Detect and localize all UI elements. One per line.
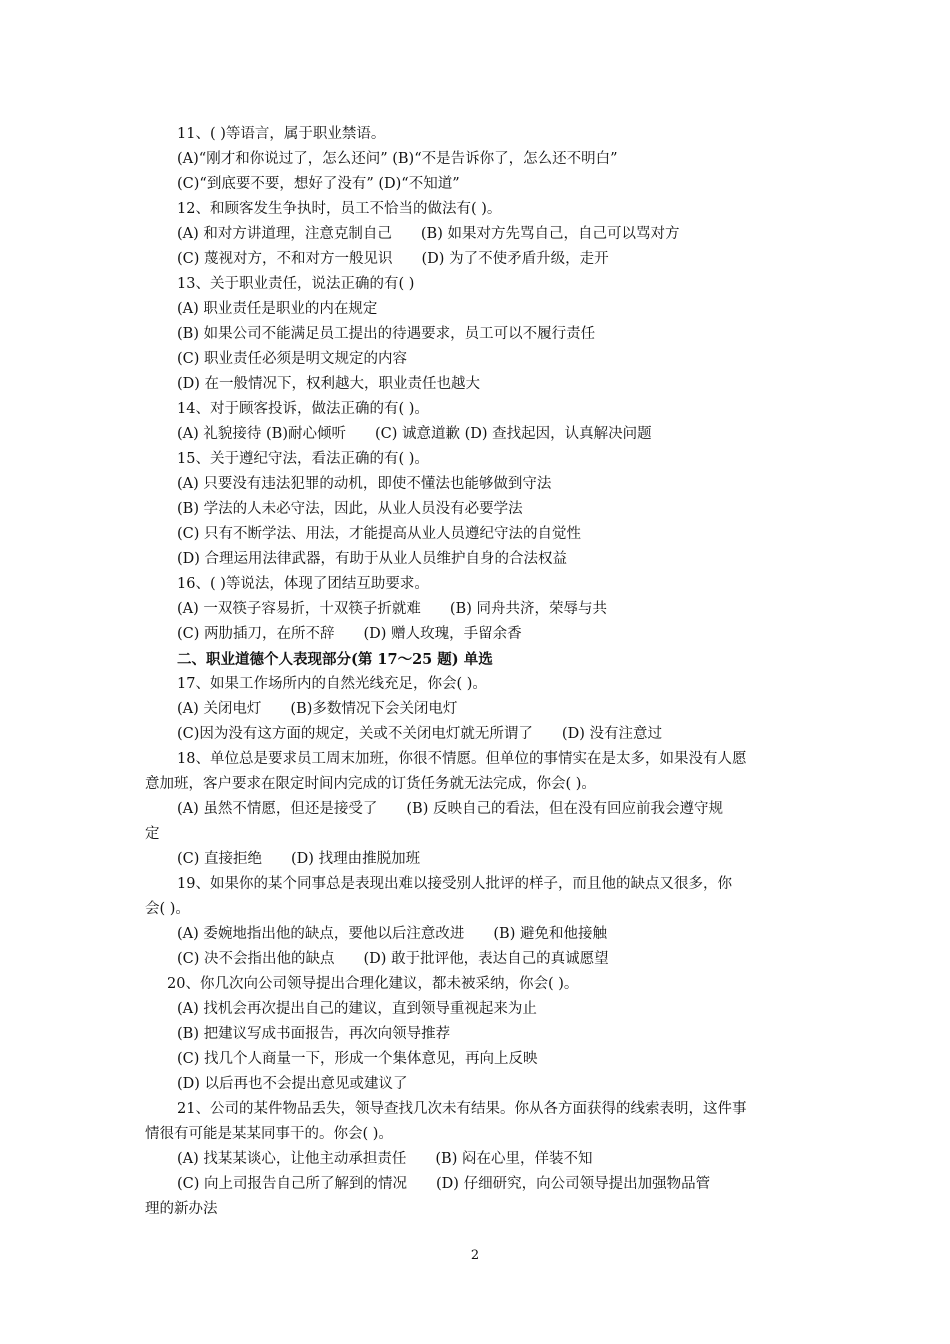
text-line: (C) 职业责任必须是明文规定的内容	[177, 351, 408, 367]
text-line: (C)因为没有这方面的规定，关或不关闭电灯就无所谓了 (D) 没有注意过	[177, 726, 662, 742]
text-line: (C)“到底要不要，想好了没有” (D)“不知道”	[177, 176, 460, 192]
text-line: (D) 以后再也不会提出意见或建议了	[177, 1076, 408, 1092]
text-line: (A) 找机会再次提出自己的建议，直到领导重视起来为止	[177, 1001, 537, 1017]
text-line: 21、公司的某件物品丢失，领导查找几次未有结果。你从各方面获得的线索表明，这件事	[177, 1101, 747, 1117]
text-line: 理的新办法	[145, 1201, 218, 1217]
text-line: (A) 礼貌接待 (B)耐心倾听 (C) 诚意道歉 (D) 查找起因，认真解决问题	[177, 426, 652, 442]
text-line: 12、和顾客发生争执时，员工不恰当的做法有( )。	[177, 201, 502, 217]
text-line: 14、对于顾客投诉，做法正确的有( )。	[177, 401, 429, 417]
text-line: 11、( )等语言，属于职业禁语。	[177, 126, 386, 142]
text-line: (A)“刚才和你说过了，怎么还问” (B)“不是告诉你了，怎么还不明白”	[177, 151, 618, 167]
text-line: 会( )。	[145, 901, 190, 917]
page-number: 2	[470, 1248, 480, 1263]
text-line: 意加班，客户要求在限定时间内完成的订货任务就无法完成，你会( )。	[145, 776, 596, 792]
section-heading: 二、职业道德个人表现部分(第 17～25 题) 单选	[177, 651, 493, 668]
text-line: (C) 两肋插刀，在所不辞 (D) 赠人玫瑰，手留余香	[177, 626, 522, 642]
text-line: (A) 委婉地指出他的缺点，要他以后注意改进 (B) 避免和他接触	[177, 926, 607, 942]
text-line: (C) 向上司报告自己所了解到的情况 (D) 仔细研究，向公司领导提出加强物品管	[177, 1176, 711, 1192]
text-line: 15、关于遵纪守法，看法正确的有( )。	[177, 451, 429, 467]
text-line: (C) 直接拒绝 (D) 找理由推脱加班	[177, 851, 421, 867]
text-line: (A) 一双筷子容易折，十双筷子折就难 (B) 同舟共济，荣辱与共	[177, 601, 607, 617]
text-line: 定	[145, 826, 160, 842]
text-line: (D) 合理运用法律武器，有助于从业人员维护自身的合法权益	[177, 551, 568, 567]
text-line: (C) 只有不断学法、用法，才能提高从业人员遵纪守法的自觉性	[177, 526, 582, 542]
text-line: (A) 和对方讲道理，注意克制自己 (B) 如果对方先骂自己，自己可以骂对方	[177, 226, 680, 242]
text-line: 13、关于职业责任，说法正确的有( )	[177, 276, 415, 292]
text-line: (A) 职业责任是职业的内在规定	[177, 301, 378, 317]
text-line: (A) 找某某谈心，让他主动承担责任 (B) 闷在心里，佯装不知	[177, 1151, 593, 1167]
text-line: 18、单位总是要求员工周末加班，你很不情愿。但单位的事情实在是太多，如果没有人愿	[177, 751, 747, 767]
text-line: (C) 决不会指出他的缺点 (D) 敢于批评他，表达自己的真诚愿望	[177, 951, 609, 967]
text-line: (B) 把建议写成书面报告，再次向领导推荐	[177, 1026, 451, 1042]
text-line: 16、( )等说法，体现了团结互助要求。	[177, 576, 429, 592]
exam-text-body	[145, 122, 810, 1222]
text-line: (C) 蔑视对方，不和对方一般见识 (D) 为了不使矛盾升级，走开	[177, 251, 609, 267]
text-line: (A) 只要没有违法犯罪的动机，即使不懂法也能够做到守法	[177, 476, 552, 492]
text-line: (C) 找几个人商量一下，形成一个集体意见，再向上反映	[177, 1051, 538, 1067]
text-line: (B) 如果公司不能满足员工提出的待遇要求，员工可以不履行责任	[177, 326, 596, 342]
text-line: 17、如果工作场所内的自然光线充足，你会( )。	[177, 676, 487, 692]
text-line: (A) 虽然不情愿，但还是接受了 (B) 反映自己的看法，但在没有回应前我会遵守规	[177, 801, 723, 817]
text-line: (D) 在一般情况下，权利越大，职业责任也越大	[177, 376, 481, 392]
text-line: 20、你几次向公司领导提出合理化建议，都未被采纳，你会( )。	[167, 976, 579, 992]
text-line: (A) 关闭电灯 (B)多数情况下会关闭电灯	[177, 701, 458, 717]
text-line: 19、如果你的某个同事总是表现出难以接受别人批评的样子，而且他的缺点又很多，你	[177, 876, 732, 892]
text-line: (B) 学法的人未必守法，因此，从业人员没有必要学法	[177, 501, 523, 517]
text-line: 情很有可能是某某同事干的。你会( )。	[145, 1126, 393, 1142]
